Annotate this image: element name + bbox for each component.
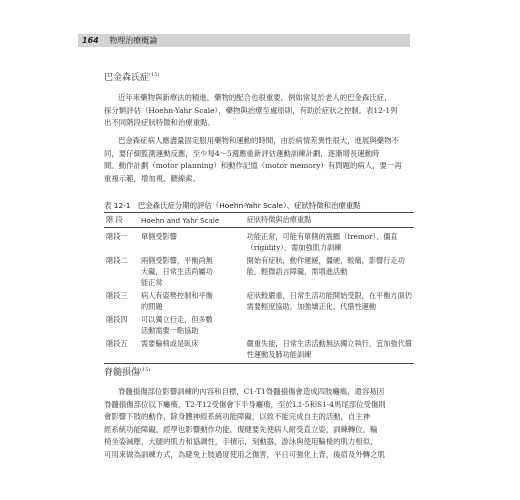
text-line: 脊髓損傷部位影響訓練的內容和目標，C1-T1脊髓損傷會造成四肢癱瘓，還容易因 (118, 387, 385, 396)
cell-line: 能正常 (140, 278, 163, 287)
paragraph-parkinson-1 (104, 92, 414, 130)
cell-line: 功能正常，可能有單側的震顫（tremor）、僵直 (246, 232, 398, 241)
page-number: 164 (82, 36, 99, 45)
cell-line: 症狀較嚴重，日常生活功能開始受限，在平衡方面仍 (246, 291, 412, 300)
scale-cell (139, 313, 245, 337)
scale-cell (139, 289, 245, 313)
features-cell (245, 254, 414, 289)
paragraph-spinal-cord-injury (104, 386, 414, 461)
book-title: 物理治療概論 (109, 36, 158, 45)
table-row (104, 254, 414, 289)
table-header-row (104, 213, 414, 228)
cell-line: 性運動及肺功能訓練 (246, 350, 312, 359)
features-cell (245, 228, 414, 255)
running-header (78, 34, 410, 47)
text-line: 間。動作計劃（motor planning）和動作記憶（motor memory）有問題的病人，要一再 (104, 161, 402, 170)
text-line: 近年來藥物與新療法的精進，藥物的配合也很重要，例如常見於老人的巴金森氏症， (118, 93, 392, 102)
stage-cell: 階段三 (106, 291, 128, 300)
text-line: 可用來做為訓練方式，為避免上肢過度使用之傷害，平日可強化上背，後肩及外轉之肌 (104, 449, 385, 459)
text-line: 巴金森症病人應盡量固定服用藥物和運動的時間，由於病情差異性很大，進展與藥物不 (118, 136, 399, 145)
table-row (104, 289, 414, 313)
paragraph-parkinson-2 (104, 135, 414, 185)
features-cell (245, 337, 414, 364)
stage-cell: 階段四 (106, 315, 128, 324)
text-line: 同，要仔細監測運動反應，至少每4～5週應重新評估運動訓練計劃，逐漸增長運動時 (104, 148, 380, 158)
cell-line: 兩側受影響，平衡尚無 (140, 256, 213, 265)
stage-cell: 階段二 (106, 256, 128, 265)
cell-line: 開始有症狀，動作遲緩，僵硬，較痛，影響行走功 (246, 256, 405, 265)
column-header-scale: Hoehn and Yahr Scale (139, 213, 245, 228)
scale-cell (139, 228, 245, 255)
reference-marker: (15) (149, 72, 160, 78)
section-heading-spinal-cord-injury (104, 365, 150, 378)
cell-line: 需要輕度協助，加強矯正化、代償性運動 (246, 302, 377, 311)
cell-line: 嚴重失能，日常生活活動無法獨立執行，宜加強代償 (246, 339, 412, 348)
table-row (104, 228, 414, 255)
column-header-stage: 階 段 (104, 213, 139, 228)
stage-cell: 階段五 (104, 337, 139, 364)
cell-line: 可以獨立行走，但多數 (140, 315, 213, 324)
text-line: 經系統功能障礙，經學也影響動作功能，復健要先使病人耐受直立姿，訓練轉位，輪 (104, 424, 378, 434)
text-line: 椅坐姿減壓，大腿的肌力和協調性，手積示，刻動器，游泳與使用輪椅的肌力相似， (104, 437, 378, 446)
stage-cell: 階段一 (106, 232, 128, 241)
features-cell (245, 313, 414, 337)
section-heading-parkinson (104, 70, 159, 83)
cell-line: 病人有姿勢控制和平衡 (140, 291, 213, 300)
scale-cell (139, 254, 245, 289)
text-line: 會影響下肢的動作，除身體神經系統功能障礙，以致不能完成自主的活動，自主神 (104, 412, 371, 421)
table-caption: 表 12-1 巴金森氏症分期的評估（Hoehn-Yahr Scale）、症狀特徵和治療重點 (104, 201, 361, 210)
column-header-features: 症狀特徵與治療重點 (245, 213, 414, 228)
hoehn-yahr-table (104, 212, 414, 364)
text-line: 出不同階段症狀特徵和治療重點。 (104, 118, 215, 127)
cell-line: 需要輪椅或是臥床 (140, 339, 199, 348)
cell-line: 單側受影響 (140, 232, 177, 241)
text-line: 採分類評估（Hoehn-Yahr Scale），藥物與治療至處原則，有助於症狀之控制。表12-1列 (104, 105, 398, 115)
text-line: 重複示範，增加視、聽線索。 (104, 173, 201, 183)
section-heading-text: 巴金森氏症 (104, 73, 150, 83)
cell-line: 大礙，日常生活尚屬功 (140, 267, 213, 276)
text-line: 脊髓損傷部位以下癱瘓，T2-T12受傷會下半身癱瘓，至於L1-5和S1-4馬尾部位受傷則 (104, 399, 386, 409)
section-heading-text: 脊髓損傷 (104, 368, 141, 378)
cell-line: 的問題 (140, 302, 163, 311)
cell-line: （rigidity），需加強肌力訓練 (246, 243, 342, 252)
scale-cell (139, 337, 245, 364)
table-row (104, 337, 414, 364)
reference-marker: (15) (140, 367, 151, 373)
table-row (104, 313, 414, 337)
cell-line: 活動需要一點協助 (140, 326, 199, 335)
cell-line: 能，輕微語言障礙，需增進活動 (246, 267, 348, 276)
features-cell (245, 289, 414, 313)
